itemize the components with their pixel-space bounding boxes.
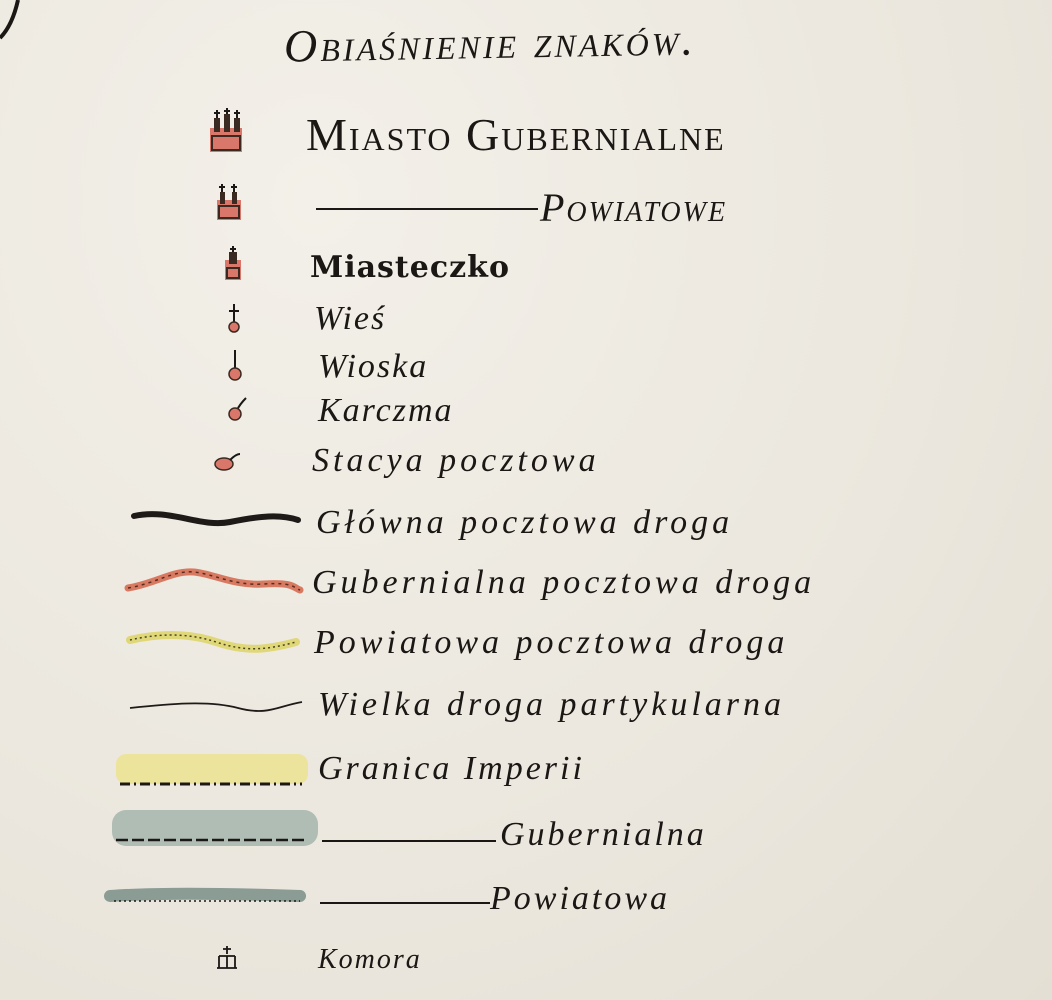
legend-label: Wieś [314, 300, 387, 337]
town-powiat-icon [214, 184, 246, 224]
town-gubernia-icon [206, 108, 248, 156]
legend-label: Komora [318, 944, 422, 975]
legend-label: Miasteczko [310, 250, 510, 285]
empire-border-line [112, 750, 312, 798]
legend-label: Powiatowa pocztowa droga [314, 624, 789, 661]
village-church-icon [224, 304, 244, 334]
private-road-line [128, 686, 304, 716]
main-post-road-line [130, 504, 302, 540]
hamlet-icon [226, 350, 244, 382]
legend-title: Obiaśnienie znaków. [283, 13, 697, 72]
legend-label: Granica Imperii [318, 750, 585, 787]
gubernia-border-line [108, 808, 322, 858]
legend-label: Powiatowa [490, 880, 671, 917]
tavern-icon [226, 396, 250, 422]
legend-label: Stacya pocztowa [312, 442, 600, 479]
legend-label: Wielka droga partykularna [318, 686, 786, 723]
powiat-post-road-line [126, 624, 302, 660]
small-town-icon [220, 246, 246, 284]
legend-label: Powiatowe [540, 185, 728, 230]
legend-label: Gubernialna [500, 816, 707, 853]
powiat-border-line [104, 876, 308, 912]
legend-label: Karczma [318, 392, 454, 429]
customs-house-icon [216, 946, 238, 970]
legend-label: Gubernialna pocztowa droga [312, 564, 816, 601]
corner-mark [0, 0, 30, 40]
legend-label: Wioska [318, 348, 429, 385]
gubernia-post-road-line [124, 564, 304, 600]
ditto-line [320, 902, 490, 904]
legend-label: Główna pocztowa droga [316, 504, 734, 541]
ditto-line [322, 840, 496, 842]
ditto-line [316, 208, 538, 210]
post-station-icon [212, 450, 242, 472]
legend-label: Miasto Gubernialne [306, 109, 726, 160]
